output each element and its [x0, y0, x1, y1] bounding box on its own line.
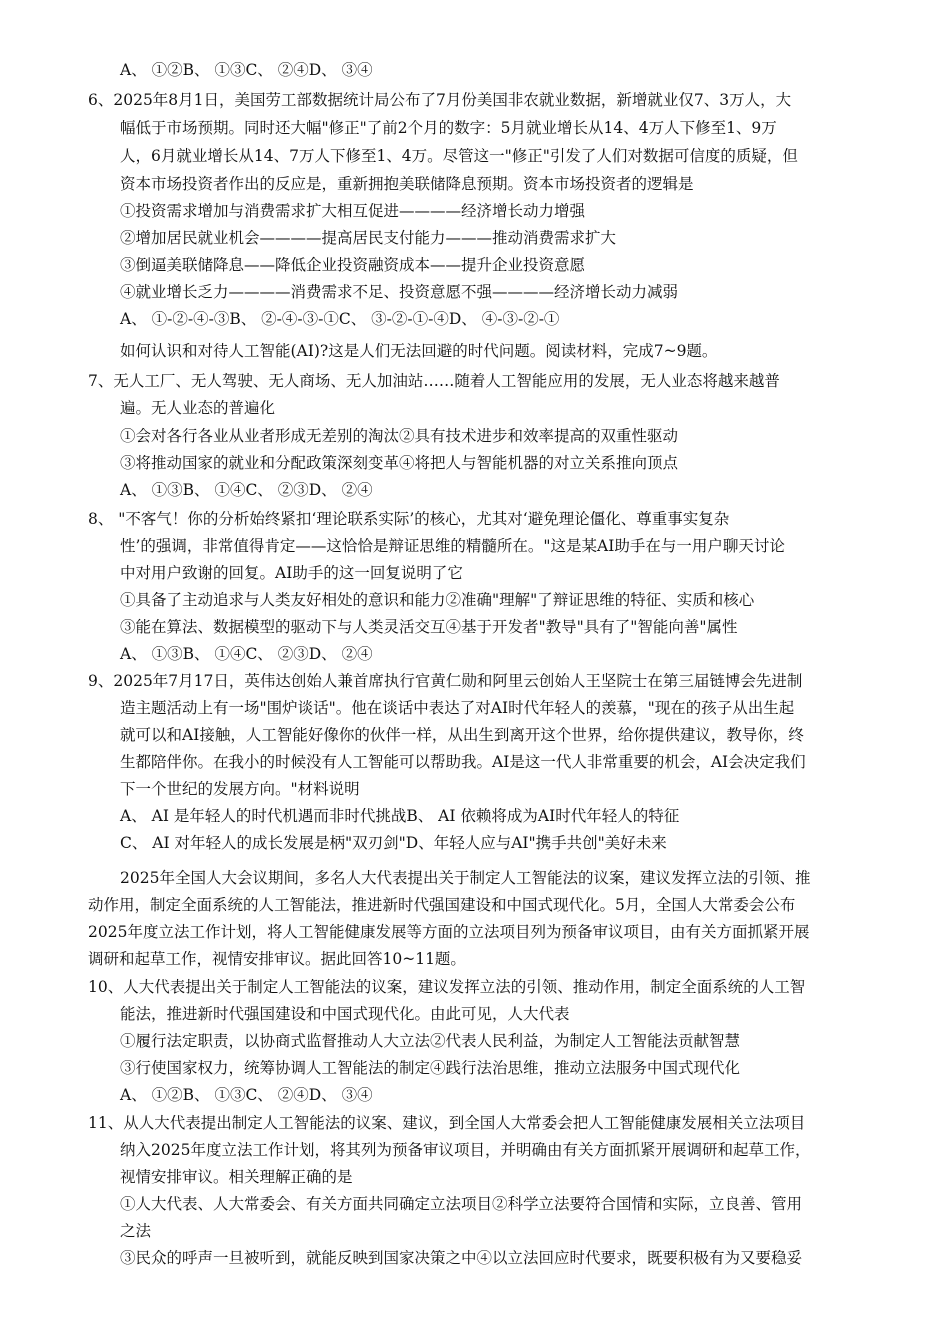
q11-stem-line: 纳入2025年度立法工作计划，将其列为预备审议项目，并明确由有关方面抓紧开展调研和起草工作， — [120, 1141, 811, 1159]
q9-options-ab: A、 AI 是年轻人的时代机遇而非时代挑战B、 AI 依赖将成为AI时代年轻人的特征 — [120, 807, 680, 825]
intro-10-11-line: 2025年全国人大会议期间，多名人大代表提出关于制定人工智能法的议案，建议发挥立法的引领、推 — [120, 869, 811, 887]
q8-options: A、 ①③B、 ①④C、 ②③D、 ②④ — [120, 645, 373, 663]
q8-choices-34: ③能在算法、数据模型的驱动下与人类灵活交互④基于开发者"教导"具有了"智能向善"属性 — [120, 618, 738, 636]
q8-stem-line: 8、 "不客气！你的分析始终紧扣‘理论联系实际’的核心，尤其对‘避免理论僵化、尊重事实复杂 — [88, 510, 730, 528]
q8-choices-12: ①具备了主动追求与人类友好相处的意识和能力②准确"理解"了辩证思维的特征、实质和核心 — [120, 591, 755, 609]
intro-10-11-line: 调研和起草工作，视情安排审议。据此回答10~11题。 — [88, 950, 466, 968]
q9-stem-line: 就可以和AI接触，人工智能好像你的伙伴一样，从出生到离开这个世界，给你提供建议，教导你，终 — [120, 726, 804, 744]
q9-options-cd: C、 AI 对年轻人的成长发展是柄"双刃剑"D、年轻人应与AI"携手共创"美好未来 — [120, 834, 667, 852]
q6-stem-line: 资本市场投资者作出的反应是，重新拥抱美联储降息预期。资本市场投资者的逻辑是 — [120, 175, 694, 193]
q8-stem-line: 中对用户致谢的回复。AI助手的这一回复说明了它 — [120, 564, 463, 582]
q10-choices-34: ③行使国家权力，统筹协调人工智能法的制定④践行法治思维，推动立法服务中国式现代化 — [120, 1059, 741, 1077]
q6-stem-line: 6、2025年8月1日，美国劳工部数据统计局公布了7月份美国非农就业数据，新增就业仅7、3万人，大 — [88, 91, 792, 109]
q6-choice-1: ①投资需求增加与消费需求扩大相互促进————经济增长动力增强 — [120, 202, 586, 220]
q11-stem-line: 11、从人大代表提出制定人工智能法的议案、建议，到全国人大常委会把人工智能健康发展相关立法项目 — [88, 1114, 806, 1132]
q10-stem-line: 10、人大代表提出关于制定人工智能法的议案，建议发挥立法的引领、推动作用，制定全面系统的人工智 — [88, 978, 806, 996]
q5-options: A、 ①②B、 ①③C、 ②④D、 ③④ — [120, 61, 373, 79]
q6-stem-line: 幅低于市场预期。同时还大幅"修正"了前2个月的数字：5月就业增长从14、4万人下修至1、9万 — [120, 119, 777, 137]
q10-choices-12: ①履行法定职责，以协商式监督推动人大立法②代表人民利益，为制定人工智能法贡献智慧 — [120, 1032, 741, 1050]
q7-stem-line: 7、无人工厂、无人驾驶、无人商场、无人加油站……随着人工智能应用的发展，无人业态将越来越普 — [88, 372, 780, 390]
intro-10-11-line: 动作用，制定全面系统的人工智能法，推进新时代强国建设和中国式现代化。5月，全国人大常委会公布 — [88, 896, 796, 914]
q7-choices-12: ①会对各行各业从业者形成无差别的淘汰②具有技术进步和效率提高的双重性驱动 — [120, 427, 679, 445]
q6-choice-2: ②增加居民就业机会————提高居民支付能力———推动消费需求扩大 — [120, 229, 617, 247]
q8-stem-line: 性’的强调，非常值得肯定——这恰恰是辩证思维的精髓所在。"这是某AI助手在与一用户聊天讨论 — [120, 537, 785, 555]
q7-stem-line: 遍。无人业态的普遍化 — [120, 399, 276, 417]
q6-choice-3: ③倒逼美联储降息——降低企业投资融资成本——提升企业投资意愿 — [120, 256, 586, 274]
q11-choices-12-cont: 之法 — [120, 1222, 152, 1240]
q9-stem-line: 造主题活动上有一场"围炉谈话"。他在谈话中表达了对AI时代年轻人的羡慕，"现在的孩子从出生起 — [120, 699, 795, 717]
q9-stem-line: 下一个世纪的发展方向。"材料说明 — [120, 780, 360, 798]
intro-10-11-line: 2025年度立法工作计划，将人工智能健康发展等方面的立法项目列为预备审议项目，由有关方面抓紧开展 — [88, 923, 810, 941]
q9-stem-line: 9、2025年7月17日，英伟达创始人兼首席执行官黄仁勋和阿里云创始人王坚院士在第三届链博会先进制 — [88, 672, 803, 690]
q6-stem-line: 人，6月就业增长从14、7万人下修至1、4万。尽管这一"修正"引发了人们对数据可信度的质疑，但 — [120, 147, 798, 165]
q10-options: A、 ①②B、 ①③C、 ②④D、 ③④ — [120, 1086, 373, 1104]
q11-choices-34: ③民众的呼声一旦被听到，就能反映到国家决策之中④以立法回应时代要求，既要积极有为又要稳妥 — [120, 1249, 803, 1267]
q6-options: A、 ①-②-④-③B、 ②-④-③-①C、 ③-②-①-④D、 ④-③-②-① — [120, 310, 560, 328]
q11-choices-12: ①人大代表、人大常委会、有关方面共同确定立法项目②科学立法要符合国情和实际，立良善、管用 — [120, 1195, 803, 1213]
intro-7-9: 如何认识和对待人工智能(AI)?这是人们无法回避的时代问题。阅读材料，完成7~9题。 — [120, 342, 718, 360]
q11-stem-line: 视情安排审议。相关理解正确的是 — [120, 1168, 353, 1186]
q7-choices-34: ③将推动国家的就业和分配政策深刻变革④将把人与智能机器的对立关系推向顶点 — [120, 454, 679, 472]
q6-choice-4: ④就业增长乏力————消费需求不足、投资意愿不强————经济增长动力减弱 — [120, 283, 679, 301]
q9-stem-line: 生都陪伴你。在我小的时候没有人工智能可以帮助我。AI是这一代人非常重要的机会，AI会决定我们 — [120, 753, 806, 771]
q7-options: A、 ①③B、 ①④C、 ②③D、 ②④ — [120, 481, 373, 499]
q10-stem-line: 能法，推进新时代强国建设和中国式现代化。由此可见，人大代表 — [120, 1005, 570, 1023]
